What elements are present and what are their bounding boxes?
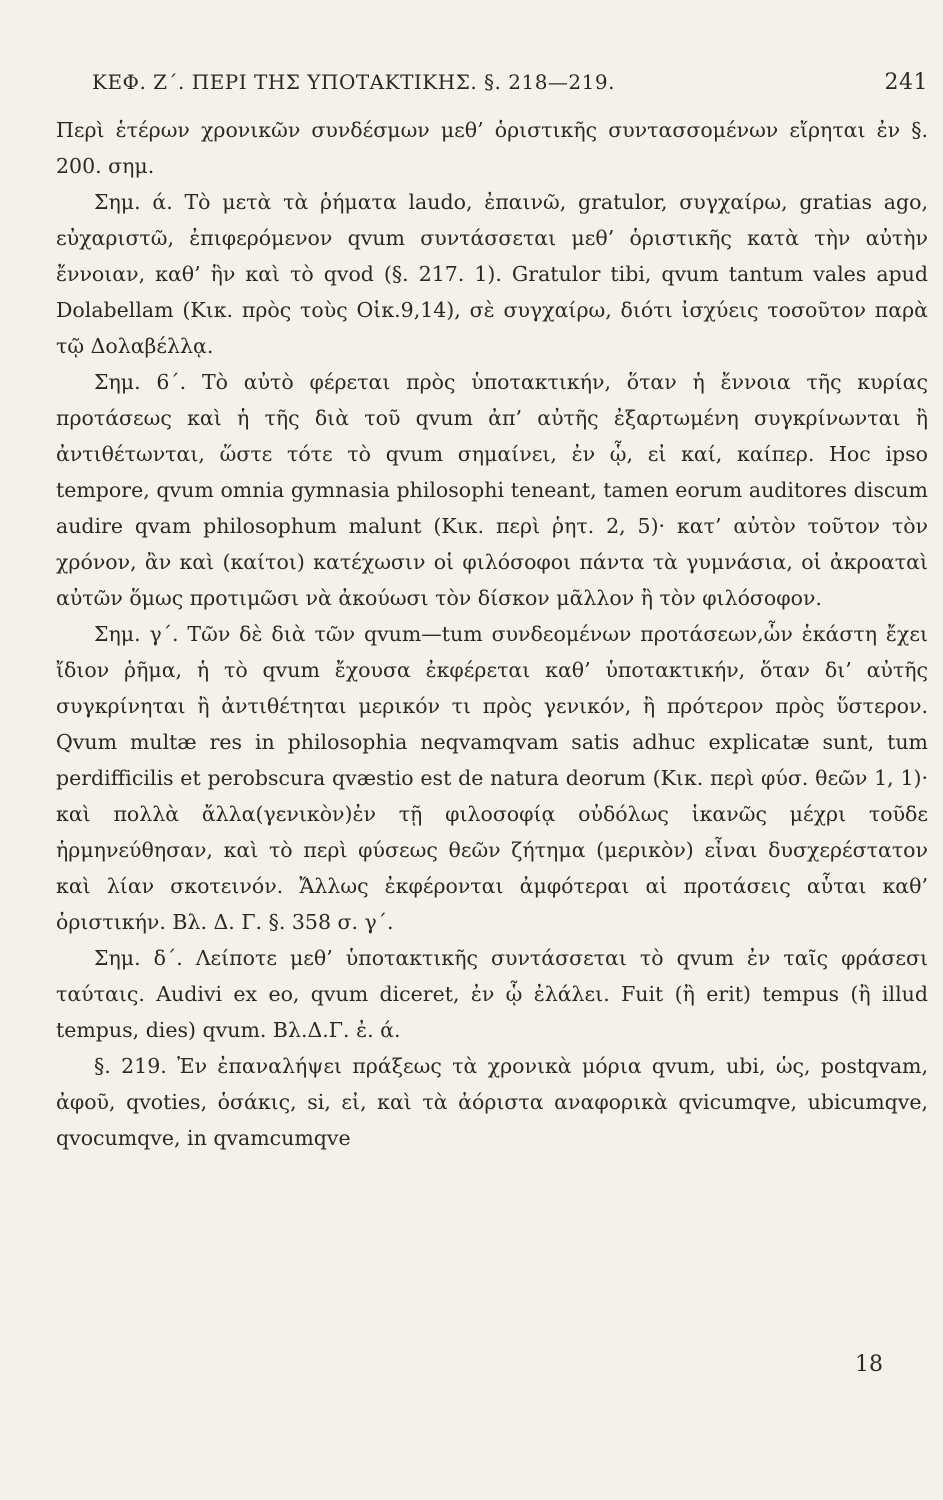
paragraph-note-g: Σημ. γ΄. Τῶν δὲ διὰ τῶν qvum—tum συνδεομένων προτάσεων,ὧν ἑκάστη ἔχει ἴδιον ῥῆμα, ἡ τὸ qvum ἔχουσα ἐκφέρεται καθ’ ὑποτακτικήν, ὅταν δι’ αὐτῆς συγκρίνηται ἢ ἀντιθέτηται μερικόν τι πρὸς γενικόν, ἢ πρότερον πρὸς ὕστερον. Qvum multæ res in philosophia neqvamqvam satis adhuc explicatæ sunt, tum perdifficilis et perobscura qvæstio est de natura deorum (Κικ. περὶ φύσ. θεῶν 1, 1)· καὶ πολλὰ ἄλλα(γενικὸν)ἐν τῇ φιλοσοφίᾳ οὐδόλως ἱκανῶς μέχρι τοῦδε ἡρμηνεύθησαν, καὶ τὸ περὶ φύσεως θεῶν ζήτημα (μερικὸν) εἶναι δυσχερέστατον καὶ λίαν σκοτεινόν. Ἄλλως ἐκφέρονται ἀμφότεραι αἱ προτάσεις αὗται καθ’ ὁριστικήν. Βλ. Δ. Γ. §. 358 σ. γ΄. bbox=[56, 622, 928, 934]
paragraph-intro: Περὶ ἑτέρων χρονικῶν συνδέσμων μεθ’ ὁριστικῆς συντασσομένων εἴρηται ἐν §. 200. σημ. bbox=[56, 118, 928, 178]
text-body bbox=[56, 112, 928, 1156]
paragraph-note-d: Σημ. δ΄. Λείποτε μεθ’ ὑποτακτικῆς συντάσσεται τὸ qvum ἐν ταῖς φράσεσι ταύταις. Audivi ex eo, qvum diceret, ἐν ᾧ ἐλάλει. Fuit (ἢ erit) tempus (ἢ illud tempus, dies) qvum. Βλ.Δ.Γ. ἐ. ά. bbox=[56, 946, 928, 1042]
paragraph-note-b: Σημ. 6΄. Τὸ αὐτὸ φέρεται πρὸς ὑποτακτικήν, ὅταν ἡ ἔννοια τῆς κυρίας προτάσεως καὶ ἡ τῆς διὰ τοῦ qvum ἀπ’ αὐτῆς ἐξαρτωμένη συγκρίνωνται ἢ ἀντιθέτωνται, ὥστε τότε τὸ qvum σημαίνει, ἐν ᾧ, εἰ καί, καίπερ. Hoc ipso tempore, qvum omnia gymnasia philosophi teneant, tamen eorum auditores discum audire qvam philosophum malunt (Κικ. περὶ ῥητ. 2, 5)· κατ’ αὐτὸν τοῦτον τὸν χρόνον, ἂν καὶ (καίτοι) κατέχωσιν οἱ φιλόσοφοι πάντα τὰ γυμνάσια, οἱ ἀκροαταὶ αὐτῶν ὅμως προτιμῶσι νὰ ἀκούωσι τὸν δίσκον μᾶλλον ἢ τὸν φιλόσοφον. bbox=[56, 370, 928, 610]
signature-mark: 18 bbox=[855, 1352, 883, 1377]
page-number: 241 bbox=[884, 70, 928, 95]
paragraph-note-a: Σημ. ά. Τὸ μετὰ τὰ ῥήματα laudo, ἐπαινῶ, gratulor, συγχαίρω, gratias ago, εὐχαριστῶ, ἐπιφερόμενον qvum συντάσσεται μεθ’ ὁριστικῆς κατὰ τὴν αὐτὴν ἔννοιαν, καθ’ ἣν καὶ τὸ qvod (§. 217. 1). Gratulor tibi, qvum tantum vales apud Dolabellam (Κικ. πρὸς τοὺς Οἰκ.9,14), σὲ συγχαίρω, διότι ἰσχύεις τοσοῦτον παρὰ τῷ Δολαβέλλᾳ. bbox=[56, 190, 928, 358]
running-title: ΚΕΦ. Ζ΄. ΠΕΡΙ ΤΗΣ ΥΠΟΤΑΚΤΙΚΗΣ. §. 218—219. bbox=[92, 70, 615, 94]
paragraph-section-219: §. 219. Ἐν ἐπαναλήψει πράξεως τὰ χρονικὰ μόρια qvum, ubi, ὡς, postqvam, ἀφοῦ, qvoties, ὁσάκις, si, εἰ, καὶ τὰ ἀόριστα αναφορικὰ qvicumqve, ubicumqve, qvocumqve, in qvamcumqve bbox=[56, 1054, 928, 1150]
